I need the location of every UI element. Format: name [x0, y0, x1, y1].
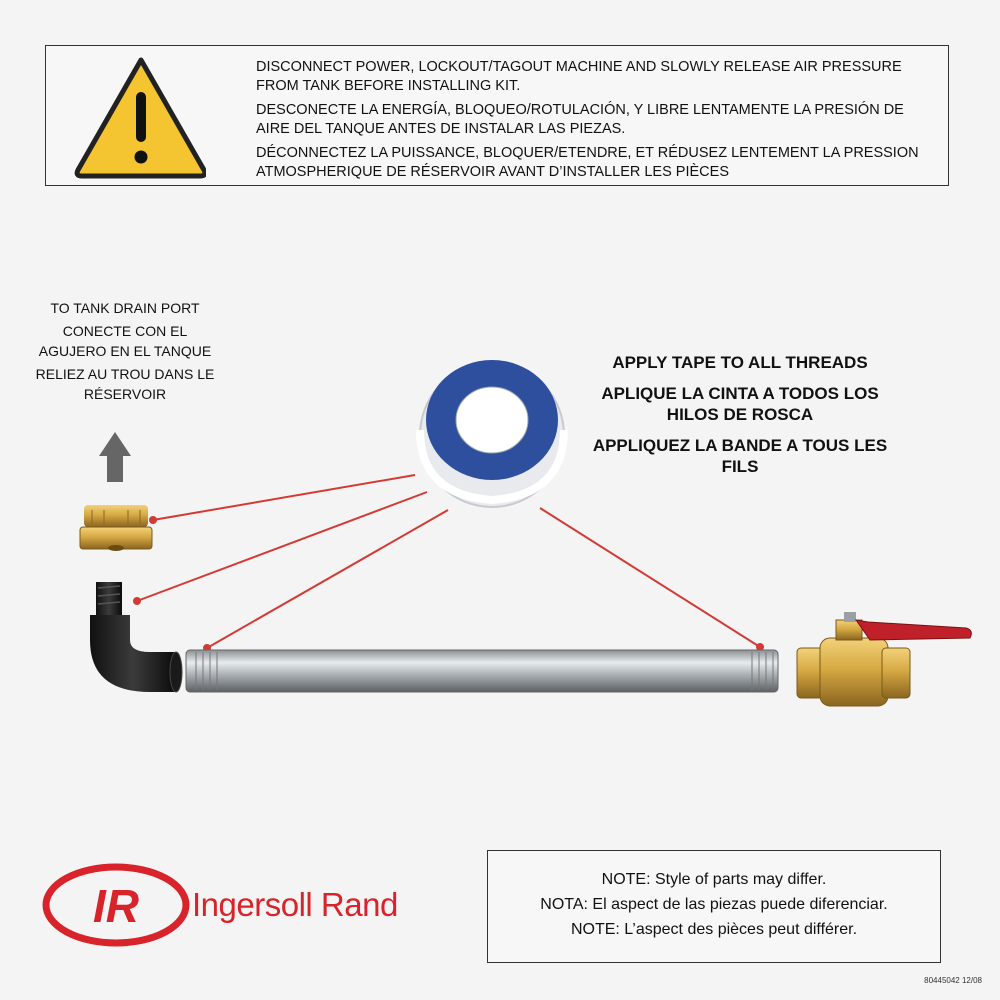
warning-line-fr: DÉCONNECTEZ LA PUISSANCE, BLOQUER/ETENDRE, ET RÉDUSEZ LENTEMENT LA PRESSION ATMOSPHERIQUE DE RÉSERVOIR AVANT D’INSTALLER LES PIÈCES — [256, 145, 919, 180]
note-fr: NOTE: L’aspect des pièces peut différer. — [570, 921, 858, 938]
warning-box — [45, 45, 949, 186]
warning-triangle-icon — [46, 46, 206, 187]
warning-line-en: DISCONNECT POWER, LOCKOUT/TAGOUT MACHINE AND SLOWLY RELEASE AIR PRESSURE FROM TANK BEFORE INSTALLING KIT. — [256, 59, 902, 94]
brass-ball-valve — [797, 612, 971, 706]
black-elbow-fitting — [90, 582, 182, 692]
brass-bushing — [80, 505, 152, 551]
arrow-up-icon — [99, 432, 131, 482]
thread-tape-roll — [420, 360, 564, 507]
note-es: NOTA: El aspect de las piezas puede diferenciar. — [540, 896, 888, 913]
logo-mark-text: IR — [93, 880, 139, 932]
tape-instruction-es: APLIQUE LA CINTA A TODOS LOS HILOS DE ROSCA — [601, 384, 879, 424]
drain-label-fr: RELIEZ AU TROU DANS LE RÉSERVOIR — [35, 366, 215, 402]
brand-name: Ingersoll Rand — [192, 886, 398, 923]
ingersoll-rand-logo-icon — [46, 867, 186, 943]
drain-label-es: CONECTE CON EL AGUJERO EN EL TANQUE — [38, 323, 212, 359]
leader-lines — [133, 475, 764, 652]
drain-label-en: TO TANK DRAIN PORT — [50, 300, 200, 316]
document-code: 80445042 12/08 — [924, 976, 982, 985]
warning-line-es: DESCONECTE LA ENERGÍA, BLOQUEO/ROTULACIÓN, Y LIBRE LENTAMENTE LA PRESIÓN DE AIRE DEL TANQUE ANTES DE INSTALAR LAS PIEZAS. — [256, 102, 904, 137]
tape-instruction-fr: APPLIQUEZ LA BANDE A TOUS LES FILS — [592, 436, 888, 476]
note-box — [487, 850, 941, 963]
warning-text — [256, 58, 936, 187]
tape-instruction-en: APPLY TAPE TO ALL THREADS — [612, 353, 868, 372]
note-en: NOTE: Style of parts may differ. — [601, 871, 827, 888]
note-text — [488, 867, 940, 942]
tape-instructions — [590, 352, 890, 487]
galvanized-pipe-nipple — [186, 650, 778, 692]
drain-port-label — [30, 298, 220, 407]
